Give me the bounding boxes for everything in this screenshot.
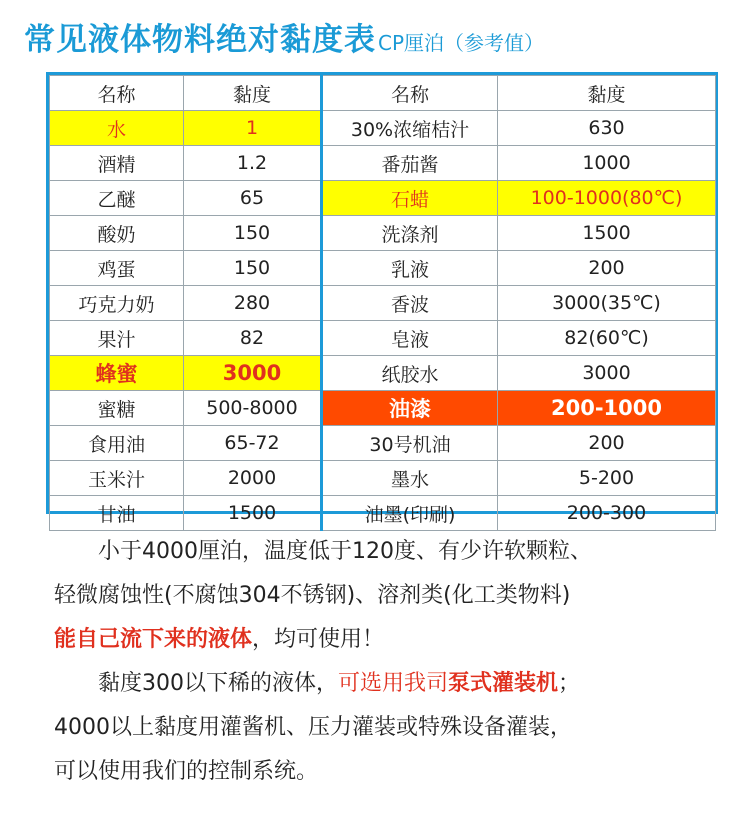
- cell-viscosity: 65: [184, 181, 322, 216]
- title-sub: CP厘泊（参考值）: [378, 31, 545, 55]
- cell-viscosity: 1000: [498, 146, 716, 181]
- note-line-5: 4000以上黏度用灌酱机、压力灌装或特殊设备灌装，: [54, 715, 572, 740]
- header-viscosity-right: 黏度: [498, 76, 716, 111]
- table-row: [50, 321, 716, 356]
- table-row: [50, 251, 716, 286]
- cell-viscosity: 3000(35℃): [498, 286, 716, 321]
- viscosity-table: [46, 72, 718, 526]
- cell-name: 水: [50, 111, 184, 146]
- note-semicolon: ；: [558, 671, 581, 696]
- cell-name: 甘油: [50, 496, 184, 531]
- page-title: [24, 14, 544, 58]
- cell-viscosity: 100-1000(80℃): [498, 181, 716, 216]
- cell-viscosity: 82(60℃): [498, 321, 716, 356]
- table-row: [50, 286, 716, 321]
- table-row: [50, 461, 716, 496]
- cell-name: 皂液: [322, 321, 498, 356]
- cell-viscosity: 200: [498, 251, 716, 286]
- note-line-2: 轻微腐蚀性(不腐蚀304不锈钢)、溶剂类(化工类物料): [54, 583, 571, 608]
- note-choose-text: 可选用我司: [338, 671, 449, 696]
- cell-name: 番茄酱: [322, 146, 498, 181]
- cell-viscosity: 200-300: [498, 496, 716, 531]
- cell-name: 鸡蛋: [50, 251, 184, 286]
- cell-viscosity: 3000: [184, 356, 322, 391]
- cell-name: 洗涤剂: [322, 216, 498, 251]
- cell-name: 蜂蜜: [50, 356, 184, 391]
- note-line-6: 可以使用我们的控制系统。: [54, 759, 319, 784]
- cell-name: 香波: [322, 286, 498, 321]
- note-highlight-flowing-liquid: 能自己流下来的液体: [54, 627, 253, 652]
- cell-viscosity: 150: [184, 251, 322, 286]
- cell-name: 30%浓缩桔汁: [322, 111, 498, 146]
- cell-viscosity: 1: [184, 111, 322, 146]
- note-pump-filler: 泵式灌装机: [448, 671, 559, 696]
- table-row: [50, 181, 716, 216]
- cell-viscosity: 630: [498, 111, 716, 146]
- table-header-row: [50, 76, 716, 111]
- cell-name: 酸奶: [50, 216, 184, 251]
- table-row: [50, 356, 716, 391]
- cell-name: 30号机油: [322, 426, 498, 461]
- cell-viscosity: 3000: [498, 356, 716, 391]
- cell-name: 石蜡: [322, 181, 498, 216]
- cell-name: 墨水: [322, 461, 498, 496]
- cell-name: 纸胶水: [322, 356, 498, 391]
- cell-name: 油墨(印刷): [322, 496, 498, 531]
- cell-name: 乙醚: [50, 181, 184, 216]
- table-row: [50, 426, 716, 461]
- cell-viscosity: 500-8000: [184, 391, 322, 426]
- title-main: 常见液体物料绝对黏度表: [24, 22, 376, 58]
- cell-viscosity: 82: [184, 321, 322, 356]
- header-name-left: 名称: [50, 76, 184, 111]
- cell-viscosity: 1.2: [184, 146, 322, 181]
- header-viscosity-left: 黏度: [184, 76, 322, 111]
- header-name-right: 名称: [322, 76, 498, 111]
- cell-viscosity: 1500: [498, 216, 716, 251]
- table-row: [50, 391, 716, 426]
- note-usable-text: ，均可使用！: [252, 627, 385, 652]
- cell-name: 巧克力奶: [50, 286, 184, 321]
- note-thin-liquid-text: 黏度300以下稀的液体，: [54, 671, 338, 696]
- note-line-3: [54, 618, 730, 662]
- cell-viscosity: 280: [184, 286, 322, 321]
- cell-viscosity: 1500: [184, 496, 322, 531]
- cell-name: 玉米汁: [50, 461, 184, 496]
- cell-name: 食用油: [50, 426, 184, 461]
- cell-viscosity: 150: [184, 216, 322, 251]
- note-line-4: [54, 662, 730, 706]
- table-row: [50, 496, 716, 531]
- table-row: [50, 216, 716, 251]
- cell-viscosity: 2000: [184, 461, 322, 496]
- cell-name: 果汁: [50, 321, 184, 356]
- cell-name: 乳液: [322, 251, 498, 286]
- cell-viscosity: 200-1000: [498, 391, 716, 426]
- cell-name: 蜜糖: [50, 391, 184, 426]
- cell-viscosity: 5-200: [498, 461, 716, 496]
- cell-name: 酒精: [50, 146, 184, 181]
- note-line-1: 小于4000厘泊，温度低于120度、有少许软颗粒、: [54, 539, 592, 564]
- cell-viscosity: 65-72: [184, 426, 322, 461]
- cell-viscosity: 200: [498, 426, 716, 461]
- table-row: [50, 111, 716, 146]
- cell-name: 油漆: [322, 391, 498, 426]
- table-row: [50, 146, 716, 181]
